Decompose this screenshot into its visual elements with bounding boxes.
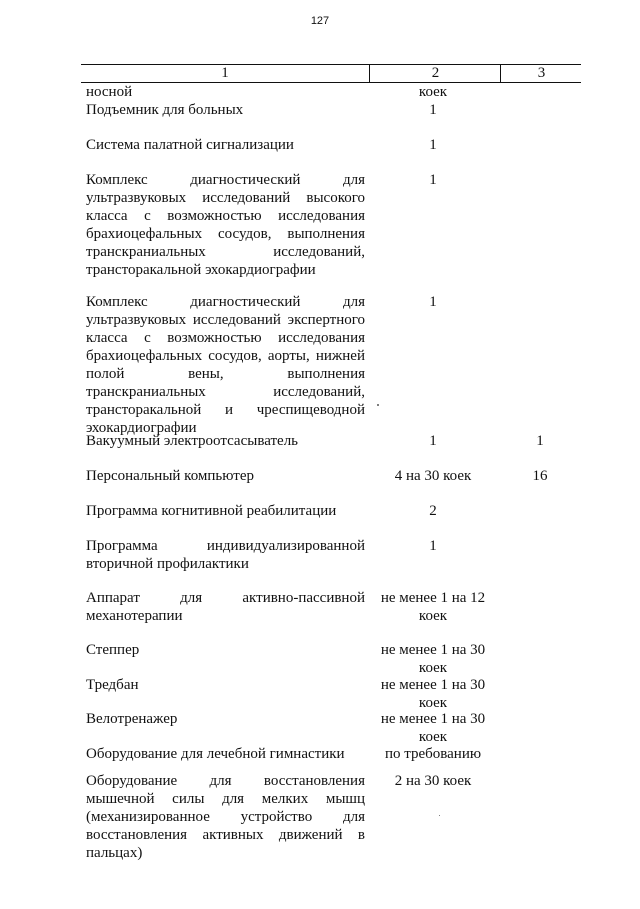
- header-col-1: 1: [221, 65, 229, 81]
- item-qty: 1: [429, 433, 437, 449]
- item-qty: 2: [429, 503, 437, 519]
- item-name: Оборудование для восстановления мышечной силы для мелких мышц (механизированное устройство для восстановления активных движений в пальцах): [86, 773, 365, 861]
- item-qty: не менее 1 на 30 коек: [380, 642, 486, 676]
- item-qty: по требованию: [384, 746, 482, 762]
- item-name: Степпер: [86, 642, 140, 658]
- item-name: Велотренажер: [86, 711, 178, 727]
- item-qty: 1: [429, 538, 437, 554]
- page-number: 127: [310, 15, 330, 27]
- item-name: Программа когнитивной реабилитации: [86, 503, 337, 519]
- item-name: Подъемник для больных: [86, 102, 244, 118]
- item-col3: 1: [536, 433, 544, 449]
- item-name: носной: [86, 84, 133, 100]
- item-qty: не менее 1 на 30 коек: [380, 711, 486, 745]
- item-name: Комплекс диагностический для ультразвуковых исследований экспертного класса с возможностью исследования брахиоцефальных сосудов, аорты, нижней полой вены, выполнения транскраниальных исследований, трансторакальной и чреспищеводной эхокардиографии: [86, 294, 365, 436]
- item-qty: 4 на 30 коек: [394, 468, 472, 484]
- item-qty: 1: [429, 172, 437, 188]
- item-qty: не менее 1 на 12 коек: [380, 590, 486, 624]
- item-qty: 1: [429, 137, 437, 153]
- item-name: Персональный компьютер: [86, 468, 254, 484]
- table-header: [81, 64, 581, 83]
- item-name: Комплекс диагностический для ультразвуковых исследований высокого класса с возможностью исследования брахиоцефальных сосудов, выполнения транскраниальных исследований, трансторакальной эхокардиографии: [86, 172, 365, 278]
- header-col-2: 2: [369, 65, 501, 83]
- item-name: Аппарат для активно-пассивной механотерапии: [86, 590, 365, 624]
- item-qty: 1: [429, 294, 437, 310]
- header-col-3: 3: [500, 65, 582, 83]
- item-col3: 16: [532, 468, 548, 484]
- scan-speck: [439, 815, 440, 816]
- item-name: Вакуумный электроотсасыватель: [86, 433, 299, 449]
- item-name: Система палатной сигнализации: [86, 137, 294, 153]
- scan-speck: [377, 404, 379, 406]
- item-name: Тредбан: [86, 677, 139, 693]
- item-name: Программа индивидуализированной вторичной профилактики: [86, 538, 365, 572]
- item-qty: 1: [429, 102, 437, 118]
- item-qty: не менее 1 на 30 коек: [380, 677, 486, 711]
- item-name: Оборудование для лечебной гимнастики: [86, 746, 345, 762]
- item-qty: коек: [418, 84, 448, 100]
- item-qty: 2 на 30 коек: [394, 773, 472, 789]
